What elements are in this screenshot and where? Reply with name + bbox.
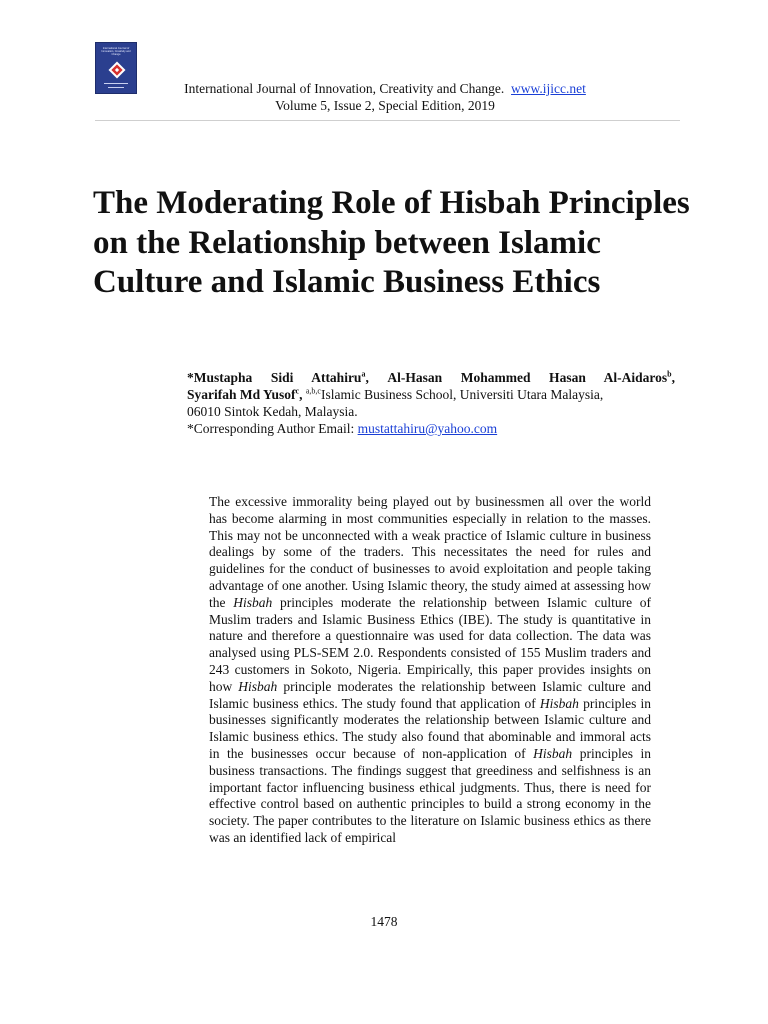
logo-text: International Journal of Innovation, Creativity and Change bbox=[101, 47, 131, 56]
journal-name: International Journal of Innovation, Creativity and Change. bbox=[184, 81, 505, 96]
author-line-1 bbox=[187, 369, 675, 386]
email-link[interactable]: mustattahiru@yahoo.com bbox=[357, 421, 498, 436]
journal-line bbox=[140, 80, 630, 97]
header-divider bbox=[95, 120, 680, 121]
volume-line: Volume 5, Issue 2, Special Edition, 2019 bbox=[275, 98, 495, 113]
email-label: *Corresponding Author Email: bbox=[187, 421, 355, 436]
author-name: Al-Hasan Mohammed Hasan Al-Aidaros$^b$, bbox=[387, 369, 675, 385]
page-number: 1478 bbox=[370, 914, 398, 929]
hisbah-term: Hisbah bbox=[238, 678, 278, 694]
corresponding-author bbox=[187, 420, 675, 437]
paper-title: The Moderating Role of Hisbah Principles on the Relationship between Islamic Culture and Islamic Business Ethics bbox=[93, 185, 690, 300]
journal-url-link[interactable]: www.ijicc.net bbox=[511, 81, 586, 96]
affiliation: Islamic Business School, Universiti Utara Malaysia, bbox=[320, 387, 604, 402]
author-name: Syarifah Md Yusof$^c$, bbox=[187, 386, 303, 402]
address: 06010 Sintok Kedah, Malaysia. bbox=[187, 404, 358, 419]
author-name: *Mustapha Sidi Attahiru$^a$, bbox=[187, 369, 369, 385]
affiliation-marker: a,b,c bbox=[305, 386, 321, 396]
hisbah-term: Hisbah bbox=[233, 594, 273, 610]
author-block bbox=[187, 369, 675, 437]
author-line-2 bbox=[187, 386, 675, 403]
abstract-paragraph: The excessive immorality being played out by businessmen all over the world has become alarming in most communities especially in relation to the masses. This may not be unconnected with a weak practice of Islamic culture in business dealings by some of the traders. This necessitates the need for rules and guidelines for the conduct of businesses to avoid exploitation and people taking advantage of one another. Using Islamic theory, the study aimed at assessing how the Hisbah principles moderate the relationship between Islamic culture of Muslim traders and Islamic Business Ethics (IBE). The study is quantitative in nature and therefore a questionnaire was used for data collection. The data was analysed using PLS-SEM 2.0. Respondents consisted of 155 Muslim traders and 243 customers in Sokoto, Nigeria. Empirically, this paper provides insights on how Hisbah principle moderates the relationship between Islamic culture and Islamic business ethics. The study found that application of Hisbah principles in businesses significantly moderates the relationship between Islamic culture and Islamic business ethics. The study also found that abominable and immoral acts in the businesses occur because of non-application of Hisbah principles in business transactions. The findings suggest that greediness and selfishness is an important factor influencing business ethical judgments. Thus, there is need for effective control based on authentic principles to build a strong economy in the society. The paper contributes to the literature on Islamic business ethics as there was an identified lack of empirical bbox=[209, 494, 652, 845]
hisbah-term: Hisbah bbox=[539, 695, 579, 711]
logo-emblem-icon bbox=[108, 61, 126, 79]
logo-line bbox=[104, 83, 128, 84]
journal-logo bbox=[95, 42, 137, 94]
logo-line bbox=[108, 87, 124, 88]
hisbah-term: Hisbah bbox=[533, 745, 573, 761]
running-header bbox=[140, 80, 630, 114]
